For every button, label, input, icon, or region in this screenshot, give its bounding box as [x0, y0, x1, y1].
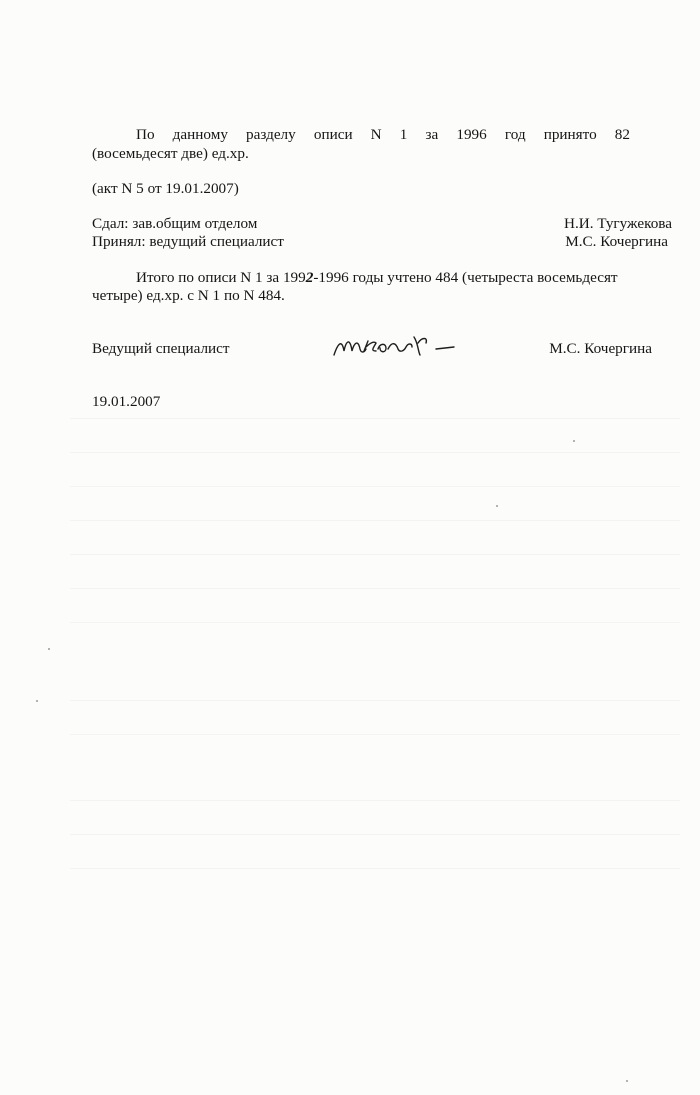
- paragraph-2-line-1: [136, 269, 618, 287]
- signoff-name: М.С. Кочергина: [549, 340, 652, 357]
- act-reference: (акт N 5 от 19.01.2007): [92, 180, 239, 197]
- received-label: Принял: ведущий специалист: [92, 233, 284, 250]
- paragraph-2-line-2: четыре) ед.хр. с N 1 по N 484.: [92, 287, 285, 304]
- corrected-digit: 2: [305, 269, 314, 286]
- gave-label: Сдал: зав.общим отделом: [92, 215, 258, 232]
- paragraph-2-line-1-end: -1996 годы учтено 484 (четыреста восемьдесят: [313, 269, 618, 286]
- document-date: 19.01.2007: [92, 393, 161, 410]
- paragraph-1-line-1: По данному разделу описи N 1 за 1996 год принято 82: [136, 126, 630, 143]
- paragraph-2-line-1-start: Итого по описи N 1 за 199: [136, 269, 306, 286]
- signoff-position: Ведущий специалист: [92, 340, 230, 357]
- gave-name: Н.И. Тугужекова: [563, 215, 672, 232]
- paragraph-1-line-2: (восемьдесят две) ед.хр.: [92, 145, 249, 162]
- handwritten-signature: [330, 329, 465, 368]
- received-name: М.С. Кочергина: [565, 233, 668, 250]
